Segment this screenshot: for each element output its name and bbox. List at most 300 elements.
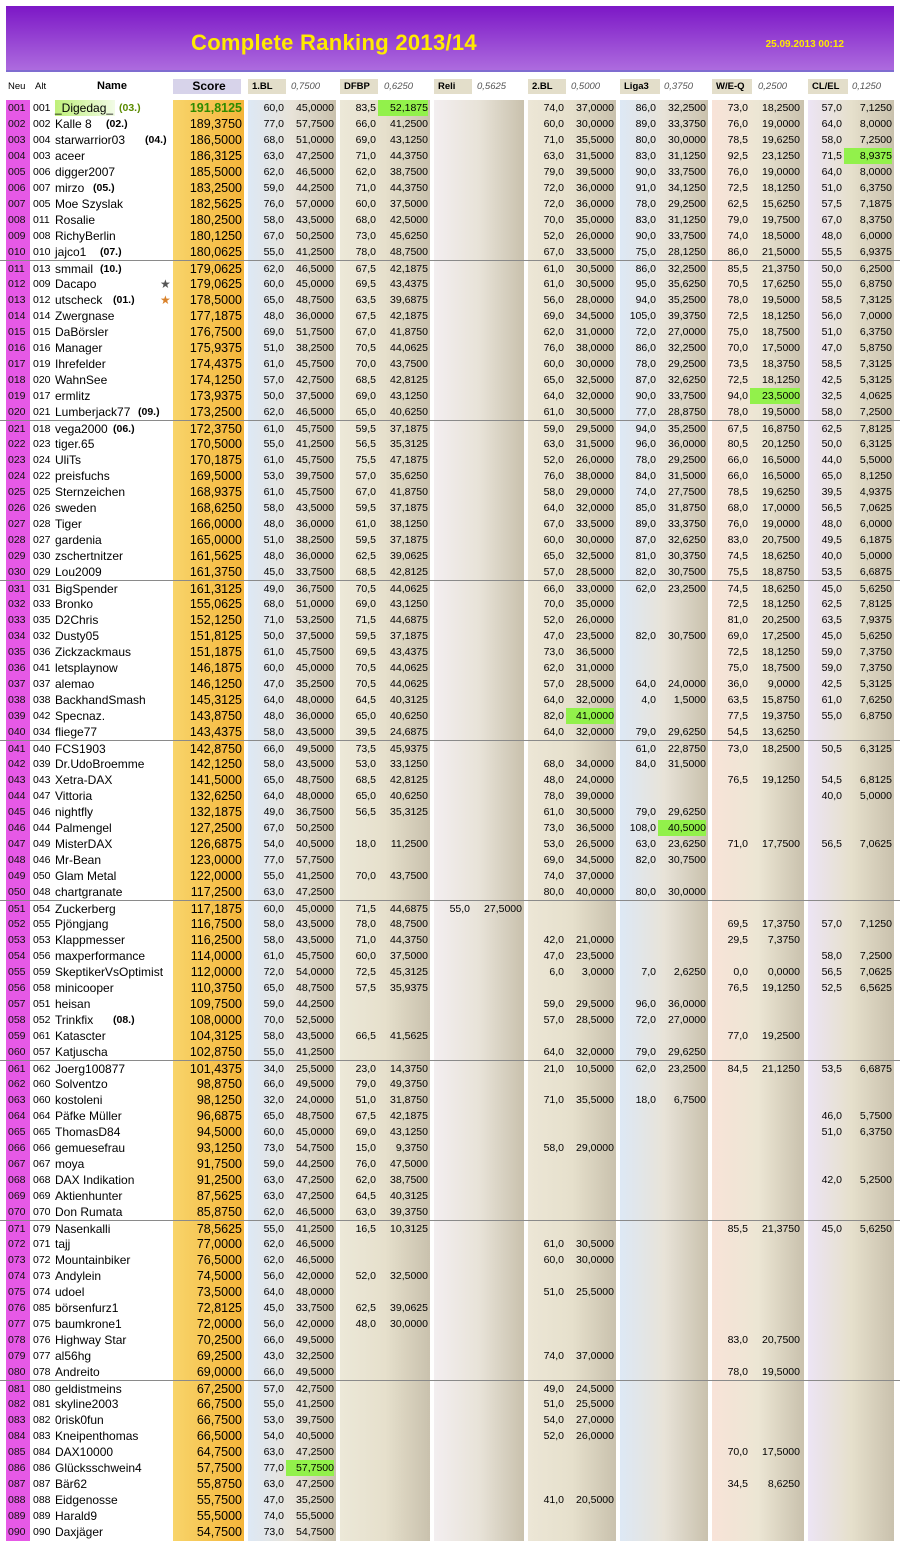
league-points: 67,0 (543, 246, 564, 258)
table-row (0, 884, 900, 900)
header-weight-weq: 0,2500 (758, 81, 788, 92)
rank-new: 056 (8, 982, 26, 994)
league-weighted-value: 37,0000 (576, 102, 614, 114)
league-points: 18,0 (355, 838, 376, 850)
league-points: 63,0 (263, 886, 284, 898)
league-points: 80,5 (727, 438, 748, 450)
league-weighted-value: 41,2500 (296, 1223, 334, 1235)
league-weighted-value: 18,1250 (762, 598, 800, 610)
league-points: 51,0 (821, 182, 842, 194)
league-weighted-value: 29,0000 (576, 1142, 614, 1154)
rank-old: 066 (33, 1142, 51, 1154)
league-points: 39,5 (821, 486, 842, 498)
league-weighted-value: 15,8750 (762, 694, 800, 706)
league-weighted-value: 28,1250 (668, 246, 706, 258)
league-weighted-value: 39,7500 (296, 1414, 334, 1426)
league-points: 63,5 (821, 614, 842, 626)
league-points: 76,0 (543, 470, 564, 482)
player-name: Andreito (55, 1365, 100, 1379)
league-weighted-value: 35,2500 (668, 294, 706, 306)
league-weighted-value: 19,6250 (762, 134, 800, 146)
total-score: 127,2500 (189, 821, 242, 835)
league-weighted-value: 40,6250 (390, 406, 428, 418)
total-score: 146,1875 (189, 661, 242, 675)
league-weighted-value: 32,0000 (576, 502, 614, 514)
league-points: 62,0 (263, 1206, 284, 1218)
rank-old: 055 (33, 918, 51, 930)
league-points: 45,0 (821, 583, 842, 595)
league-weighted-value: 6,0000 (859, 518, 892, 530)
player-name: _Digedag_ (55, 101, 114, 115)
rank-old: 006 (33, 166, 51, 178)
league-weighted-value: 1,5000 (673, 694, 706, 706)
league-points: 64,0 (263, 790, 284, 802)
table-row (0, 1524, 900, 1540)
table-row (0, 964, 900, 980)
league-points: 94,0 (635, 423, 656, 435)
league-weighted-value: 36,0000 (668, 438, 706, 450)
league-weighted-value: 49,5000 (296, 743, 334, 755)
league-points: 50,0 (263, 630, 284, 642)
previous-season-rank: (09.) (138, 406, 160, 418)
rank-new: 014 (8, 310, 26, 322)
rank-new: 065 (8, 1126, 26, 1138)
rank-old: 033 (33, 598, 51, 610)
player-name: D2Chris (55, 613, 99, 627)
league-weighted-value: 24,6875 (390, 726, 428, 738)
total-score: 143,8750 (189, 709, 242, 723)
total-score: 161,3750 (189, 565, 242, 579)
table-row (0, 628, 900, 644)
table-row (0, 852, 900, 868)
league-weighted-value: 50,2500 (296, 230, 334, 242)
league-weighted-value: 30,0000 (668, 134, 706, 146)
league-points: 51,0 (263, 534, 284, 546)
player-name: BackhandSmash (55, 693, 146, 707)
total-score: 166,0000 (189, 517, 242, 531)
league-weighted-value: 7,3125 (859, 358, 892, 370)
league-points: 69,0 (355, 1126, 376, 1138)
league-points: 70,5 (355, 342, 376, 354)
league-weighted-value: 34,1250 (668, 182, 706, 194)
league-weighted-value: 39,0625 (390, 1302, 428, 1314)
league-weighted-value: 8,0000 (859, 118, 892, 130)
league-weighted-value: 35,3125 (390, 438, 428, 450)
total-score: 93,1250 (196, 1141, 242, 1155)
league-weighted-value: 57,7500 (296, 118, 334, 130)
league-points: 65,0 (355, 406, 376, 418)
league-weighted-value: 30,0000 (668, 886, 706, 898)
player-name: Zuckerberg (55, 902, 116, 916)
league-points: 72,0 (635, 326, 656, 338)
league-weighted-value: 26,5000 (576, 838, 614, 850)
league-points: 47,0 (263, 1494, 284, 1506)
league-weighted-value: 37,0000 (576, 870, 614, 882)
league-points: 61,0 (263, 486, 284, 498)
player-name: smmail (55, 262, 93, 276)
league-weighted-value: 5,2500 (859, 1174, 892, 1186)
league-weighted-value: 37,5000 (296, 630, 334, 642)
league-points: 58,0 (821, 950, 842, 962)
league-points: 77,0 (263, 1462, 284, 1474)
league-points: 70,5 (355, 678, 376, 690)
rank-old: 031 (33, 583, 51, 595)
league-weighted-value: 29,6250 (668, 726, 706, 738)
league-weighted-value: 41,5625 (390, 1030, 428, 1042)
league-weighted-value: 11,2500 (390, 838, 428, 850)
league-weighted-value: 27,7500 (668, 486, 706, 498)
player-name: SkeptikerVsOptimist (55, 965, 164, 979)
league-weighted-value: 24,0000 (668, 678, 706, 690)
total-score: 116,2500 (190, 933, 242, 947)
league-weighted-value: 36,0000 (668, 998, 706, 1010)
league-points: 49,0 (543, 1383, 564, 1395)
total-score: 109,7500 (189, 997, 242, 1011)
league-weighted-value: 8,9375 (844, 148, 892, 164)
league-weighted-value: 6,6875 (859, 1063, 892, 1075)
league-points: 83,0 (635, 150, 656, 162)
table-row (0, 868, 900, 884)
rank-old: 037 (33, 678, 51, 690)
league-points: 90,0 (635, 166, 656, 178)
player-name: jajco1 (55, 245, 87, 259)
league-weighted-value: 42,7500 (296, 374, 334, 386)
player-name: baumkrone1 (55, 1317, 122, 1331)
league-points: 61,0 (355, 518, 376, 530)
league-points: 48,0 (543, 774, 564, 786)
league-points: 67,0 (263, 230, 284, 242)
league-points: 76,0 (355, 1158, 376, 1170)
league-points: 66,0 (727, 454, 748, 466)
rank-old: 076 (33, 1334, 51, 1346)
league-points: 65,0 (543, 550, 564, 562)
league-weighted-value: 54,7500 (296, 1526, 334, 1538)
table-row (0, 580, 900, 597)
header-alt: Alt (35, 81, 47, 92)
league-weighted-value: 42,1875 (390, 1110, 428, 1122)
league-points: 34,5 (727, 1478, 748, 1490)
league-weighted-value: 35,6250 (668, 278, 706, 290)
league-points: 47,0 (821, 342, 842, 354)
player-name: BigSpender (55, 582, 118, 596)
rank-old: 082 (33, 1414, 51, 1426)
league-weighted-value: 42,8125 (390, 774, 428, 786)
league-points: 41,0 (543, 1494, 564, 1506)
league-weighted-value: 10,3125 (390, 1223, 428, 1235)
total-score: 126,6875 (189, 837, 242, 851)
league-weighted-value: 5,0000 (859, 550, 892, 562)
league-weighted-value: 41,2500 (296, 870, 334, 882)
league-points: 75,0 (635, 246, 656, 258)
league-points: 65,0 (263, 294, 284, 306)
league-weighted-value: 37,5000 (296, 390, 334, 402)
league-weighted-value: 20,7500 (762, 1334, 800, 1346)
column-header-row (0, 78, 900, 96)
league-weighted-value: 27,0000 (576, 1414, 614, 1426)
league-points: 52,0 (543, 614, 564, 626)
league-points: 59,0 (263, 182, 284, 194)
league-points: 52,0 (543, 454, 564, 466)
rank-old: 002 (33, 118, 51, 130)
league-points: 70,0 (543, 214, 564, 226)
league-weighted-value: 7,1250 (859, 918, 892, 930)
league-points: 64,5 (355, 1190, 376, 1202)
league-weighted-value: 40,5000 (658, 820, 706, 836)
league-weighted-value: 39,5000 (576, 166, 614, 178)
league-weighted-value: 57,7500 (286, 1460, 334, 1476)
rank-old: 070 (33, 1206, 51, 1218)
league-points: 77,0 (263, 854, 284, 866)
player-name: digger2007 (55, 165, 116, 179)
table-row (0, 276, 900, 292)
rank-new: 059 (8, 1030, 26, 1042)
league-weighted-value: 10,5000 (576, 1063, 614, 1075)
league-points: 60,0 (543, 1254, 564, 1266)
league-weighted-value: 47,2500 (296, 1478, 334, 1490)
league-points: 72,0 (635, 1014, 656, 1026)
league-weighted-value: 43,5000 (296, 214, 334, 226)
league-weighted-value: 27,0000 (668, 326, 706, 338)
league-points: 76,0 (543, 342, 564, 354)
league-weighted-value: 49,3750 (390, 1078, 428, 1090)
league-points: 54,0 (263, 1430, 284, 1442)
league-weighted-value: 5,3125 (859, 374, 892, 386)
league-weighted-value: 45,7500 (296, 358, 334, 370)
league-weighted-value: 40,3125 (390, 694, 428, 706)
table-row (0, 308, 900, 324)
league-weighted-value: 36,7500 (296, 583, 334, 595)
table-row (0, 212, 900, 228)
league-weighted-value: 18,1250 (762, 182, 800, 194)
total-score: 123,0000 (189, 853, 242, 867)
league-points: 64,0 (821, 118, 842, 130)
rank-new: 038 (8, 694, 26, 706)
league-weighted-value: 17,3750 (762, 918, 800, 930)
table-row (0, 116, 900, 132)
league-weighted-value: 48,7500 (390, 918, 428, 930)
league-points: 51,0 (543, 1286, 564, 1298)
league-weighted-value: 43,4375 (390, 278, 428, 290)
league-points: 48,0 (263, 310, 284, 322)
table-row (0, 388, 900, 404)
header-weight-clel: 0,1250 (852, 81, 882, 92)
rank-old: 050 (33, 870, 51, 882)
rank-new: 045 (8, 806, 26, 818)
table-row (0, 244, 900, 260)
total-score: 117,1875 (190, 902, 242, 916)
league-points: 72,0 (543, 182, 564, 194)
total-score: 180,1250 (189, 229, 242, 243)
league-weighted-value: 45,0000 (296, 903, 334, 915)
league-points: 60,0 (543, 534, 564, 546)
rank-new: 083 (8, 1414, 26, 1426)
league-weighted-value: 50,2500 (296, 822, 334, 834)
league-weighted-value: 31,5000 (668, 758, 706, 770)
total-score: 69,2500 (196, 1349, 242, 1363)
league-points: 63,5 (727, 694, 748, 706)
league-points: 32,5 (821, 390, 842, 402)
rank-new: 020 (8, 406, 26, 418)
player-name: gemuesefrau (55, 1141, 126, 1155)
table-row (0, 100, 900, 116)
league-points: 62,0 (263, 406, 284, 418)
league-weighted-value: 14,3750 (390, 1063, 428, 1075)
league-weighted-value: 7,0625 (859, 502, 892, 514)
player-name: preisfuchs (55, 469, 110, 483)
rank-new: 043 (8, 774, 26, 786)
rank-old: 044 (33, 822, 51, 834)
table-row (0, 1076, 900, 1092)
league-weighted-value: 29,2500 (668, 454, 706, 466)
player-name: börsenfurz1 (55, 1301, 119, 1315)
total-score: 151,8125 (189, 629, 242, 643)
league-points: 74,0 (727, 230, 748, 242)
league-weighted-value: 43,4375 (390, 646, 428, 658)
league-weighted-value: 53,2500 (296, 614, 334, 626)
league-points: 56,5 (821, 502, 842, 514)
league-weighted-value: 35,0000 (576, 214, 614, 226)
rank-old: 027 (33, 534, 51, 546)
rank-old: 024 (33, 454, 51, 466)
league-weighted-value: 41,8750 (390, 326, 428, 338)
rank-new: 023 (8, 454, 26, 466)
table-row (0, 1044, 900, 1060)
league-points: 0,0 (733, 966, 748, 978)
table-row (0, 612, 900, 628)
league-points: 66,0 (727, 470, 748, 482)
league-weighted-value: 45,7500 (296, 486, 334, 498)
league-points: 48,0 (821, 230, 842, 242)
league-weighted-value: 24,0000 (296, 1094, 334, 1106)
league-weighted-value: 7,8125 (859, 598, 892, 610)
league-points: 66,0 (263, 1078, 284, 1090)
rank-old: 061 (33, 1030, 51, 1042)
league-points: 45,0 (821, 630, 842, 642)
header-name: Name (97, 80, 127, 92)
league-weighted-value: 39,0000 (576, 790, 614, 802)
league-weighted-value: 30,0000 (576, 534, 614, 546)
player-name: Kneipenthomas (55, 1429, 139, 1443)
total-score: 132,1875 (189, 805, 242, 819)
league-weighted-value: 47,2500 (296, 1446, 334, 1458)
player-name: Katjuscha (55, 1045, 108, 1059)
league-weighted-value: 36,0000 (296, 550, 334, 562)
rank-old: 079 (33, 1223, 51, 1235)
rank-new: 041 (8, 743, 26, 755)
league-weighted-value: 31,1250 (668, 150, 706, 162)
player-name: Mountainbiker (55, 1253, 131, 1267)
league-points: 58,0 (263, 934, 284, 946)
league-weighted-value: 0,0000 (767, 966, 800, 978)
league-points: 64,0 (821, 166, 842, 178)
league-points: 80,0 (635, 886, 656, 898)
league-weighted-value: 38,7500 (390, 1174, 428, 1186)
league-weighted-value: 24,0000 (576, 774, 614, 786)
timestamp: 25.09.2013 00:12 (765, 39, 844, 50)
league-points: 49,0 (263, 583, 284, 595)
header-weight-1bl: 0,7500 (291, 81, 321, 92)
rank-old: 032 (33, 630, 51, 642)
rank-new: 003 (8, 134, 26, 146)
league-weighted-value: 39,3750 (390, 1206, 428, 1218)
league-weighted-value: 45,0000 (296, 1126, 334, 1138)
league-weighted-value: 29,2500 (668, 198, 706, 210)
league-weighted-value: 5,0000 (859, 790, 892, 802)
league-weighted-value: 42,1875 (390, 263, 428, 275)
total-score: 189,3750 (189, 117, 242, 131)
previous-season-rank: (10.) (100, 263, 122, 275)
league-weighted-value: 48,7500 (296, 982, 334, 994)
league-weighted-value: 6,8750 (859, 278, 892, 290)
rank-new: 010 (8, 246, 26, 258)
total-score: 168,6250 (189, 501, 242, 515)
player-name: WahnSee (55, 373, 108, 387)
player-name: fliege77 (55, 725, 98, 739)
league-points: 72,0 (543, 198, 564, 210)
league-points: 66,0 (263, 1366, 284, 1378)
league-weighted-value: 24,5000 (576, 1383, 614, 1395)
league-weighted-value: 7,2500 (859, 950, 892, 962)
league-points: 77,0 (727, 1030, 748, 1042)
league-points: 52,0 (543, 230, 564, 242)
league-weighted-value: 31,0000 (576, 662, 614, 674)
rank-old: 064 (33, 1110, 51, 1122)
rank-new: 042 (8, 758, 26, 770)
table-row (0, 1316, 900, 1332)
league-weighted-value: 5,8750 (859, 342, 892, 354)
player-name: RichyBerlin (55, 229, 116, 243)
league-points: 90,0 (635, 230, 656, 242)
league-points: 64,0 (543, 1046, 564, 1058)
league-weighted-value: 47,2500 (296, 886, 334, 898)
total-score: 173,2500 (189, 405, 242, 419)
league-points: 58,0 (543, 1142, 564, 1154)
league-weighted-value: 44,0625 (390, 662, 428, 674)
league-points: 70,0 (727, 1446, 748, 1458)
previous-season-rank: (08.) (113, 1014, 135, 1026)
league-points: 67,0 (543, 518, 564, 530)
rank-old: 075 (33, 1318, 51, 1330)
league-points: 54,0 (543, 1414, 564, 1426)
rank-new: 026 (8, 502, 26, 514)
player-name: gardenia (55, 533, 102, 547)
league-weighted-value: 39,0625 (390, 550, 428, 562)
league-points: 72,5 (727, 374, 748, 386)
league-points: 61,0 (263, 358, 284, 370)
rank-old: 005 (33, 198, 51, 210)
page-title: Complete Ranking 2013/14 (191, 30, 477, 55)
league-points: 82,0 (635, 566, 656, 578)
league-points: 77,5 (727, 710, 748, 722)
league-weighted-value: 49,5000 (296, 1078, 334, 1090)
league-points: 63,0 (355, 1206, 376, 1218)
league-weighted-value: 44,2500 (296, 1158, 334, 1170)
league-points: 57,0 (263, 374, 284, 386)
total-score: 117,2500 (190, 885, 242, 899)
league-weighted-value: 23,5000 (750, 388, 800, 404)
total-score: 72,8125 (196, 1301, 242, 1315)
league-weighted-value: 45,7500 (296, 646, 334, 658)
rank-new: 007 (8, 198, 26, 210)
rank-new: 050 (8, 886, 26, 898)
league-weighted-value: 6,9375 (859, 246, 892, 258)
league-weighted-value: 37,1875 (390, 423, 428, 435)
league-weighted-value: 16,8750 (762, 423, 800, 435)
league-points: 76,0 (727, 518, 748, 530)
league-points: 82,0 (635, 854, 656, 866)
league-weighted-value: 48,0000 (296, 790, 334, 802)
league-points: 42,5 (821, 374, 842, 386)
